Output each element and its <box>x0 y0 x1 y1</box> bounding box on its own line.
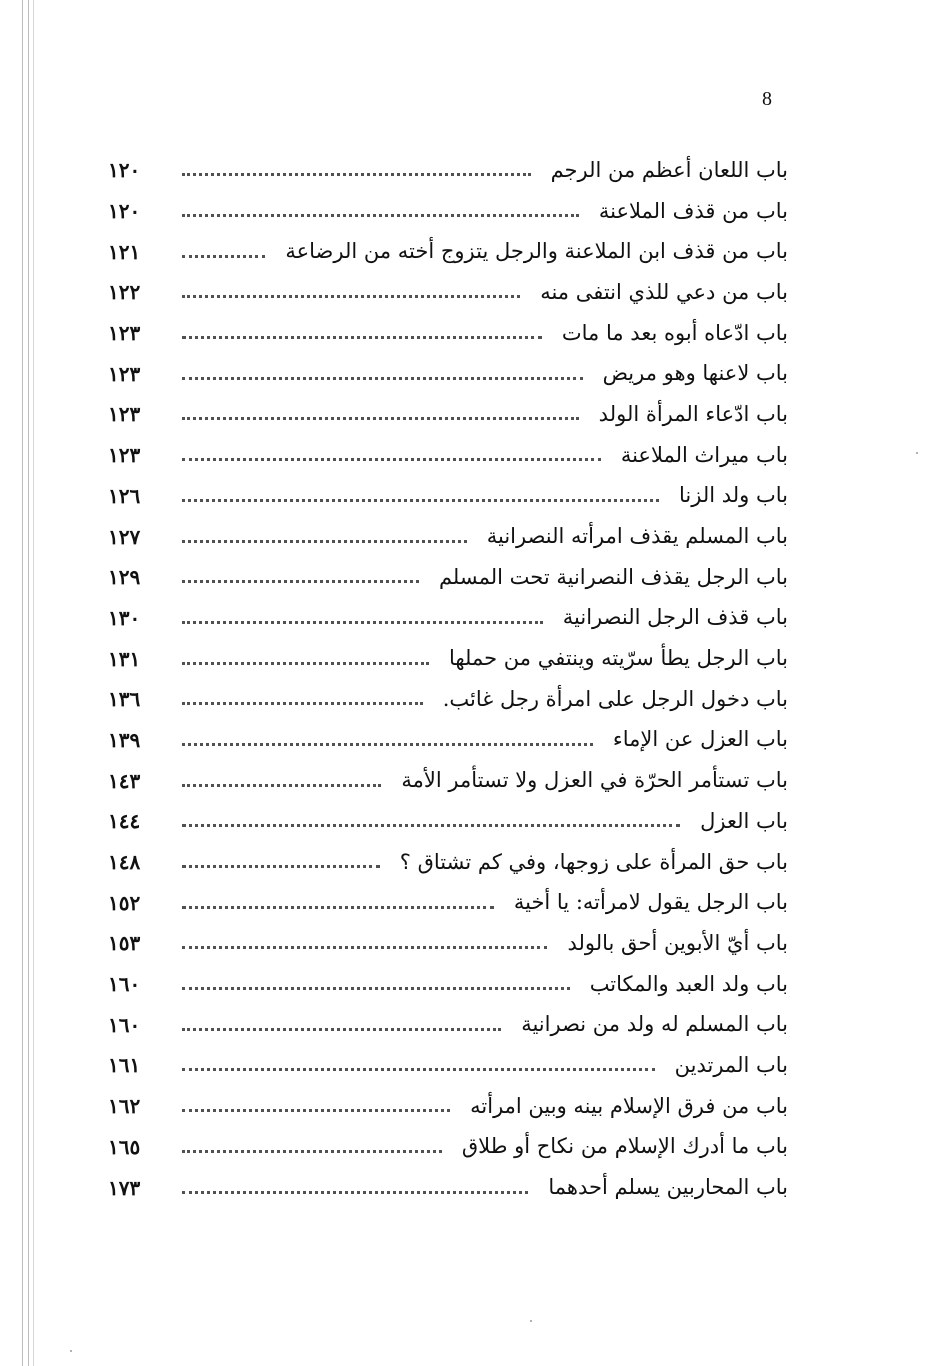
toc-entry-page: ١٤٨ <box>108 850 141 875</box>
toc-entry-title: باب لاعنها وهو مريض <box>602 361 788 386</box>
dot-leader <box>182 1067 655 1071</box>
toc-entry <box>108 964 788 1005</box>
dot-leader <box>182 254 265 258</box>
toc-entry <box>108 272 788 313</box>
dot-leader <box>182 498 659 502</box>
dot-leader <box>182 294 520 298</box>
toc-entry-title: باب قذف الرجل النصرانية <box>562 605 788 630</box>
dot-leader <box>182 986 570 990</box>
toc-entry-title: باب ادّعاه أبوه بعد ما مات <box>561 320 788 345</box>
toc-entry-title: باب أيّ الأبوين أحق بالولد <box>567 930 788 955</box>
page-number: 8 <box>762 88 772 110</box>
dot-leader <box>182 579 419 583</box>
dot-leader <box>182 213 579 217</box>
dot-leader <box>182 539 467 543</box>
toc-entry-page: ١٢٣ <box>108 443 141 468</box>
toc-entry-title: باب ولد العبد والمكاتب <box>589 971 788 996</box>
toc-entry <box>108 842 788 883</box>
dot-leader <box>182 905 494 909</box>
toc-entry-title: باب من قذف الملاعنة <box>598 198 788 223</box>
toc-entry-page: ١٣٦ <box>108 687 141 712</box>
toc-entry <box>108 516 788 557</box>
toc-entry-title: باب الرجل يقول لامرأته: يا أخية <box>513 890 788 915</box>
toc-entry <box>108 1167 788 1208</box>
toc-entry-page: ١٣٠ <box>108 605 141 630</box>
toc-entry-page: ١٢٧ <box>108 524 141 549</box>
toc-entry-title: باب العزل <box>700 808 788 833</box>
dot-leader <box>182 335 542 339</box>
dot-leader <box>182 783 381 787</box>
dot-leader <box>182 945 547 949</box>
toc-entry-title: باب من قذف ابن الملاعنة والرجل يتزوج أخته من الرضاعة <box>285 239 788 264</box>
dot-leader <box>182 620 543 624</box>
toc-entry <box>108 353 788 394</box>
toc-entry <box>108 557 788 598</box>
toc-entry <box>108 760 788 801</box>
toc-entry-page: ١٦٥ <box>108 1134 141 1159</box>
toc-entry <box>108 313 788 354</box>
toc-entry-page: ١٢٠ <box>108 199 141 224</box>
scan-speck <box>530 1320 532 1322</box>
toc-entry-title: باب المرتدين <box>674 1052 788 1077</box>
dot-leader <box>182 457 601 461</box>
toc-entry-title: باب الرجل يطأ سرّيته وينتفي من حملها <box>448 646 788 671</box>
toc-entry-title: باب الرجل يقذف النصرانية تحت المسلم <box>438 564 788 589</box>
dot-leader <box>182 661 429 665</box>
toc-entry-page: ١٣١ <box>108 646 141 671</box>
toc-entry-page: ١٦١ <box>108 1053 141 1078</box>
toc-entry-page: ١٢٦ <box>108 483 141 508</box>
dot-leader <box>182 742 593 746</box>
dot-leader <box>182 823 680 827</box>
toc-entry-page: ١٦٠ <box>108 972 141 997</box>
toc-entry <box>108 598 788 639</box>
toc-entry-page: ١٢٢ <box>108 280 141 305</box>
toc-entry-title: باب حق المرأة على زوجها، وفي كم تشتاق ؟ <box>399 849 788 874</box>
toc-entry <box>108 394 788 435</box>
toc-entry <box>108 231 788 272</box>
dot-leader <box>182 1027 501 1031</box>
toc-entry <box>108 882 788 923</box>
toc-entry-title: باب العزل عن الإماء <box>612 727 788 752</box>
toc-entry-page: ١٢٣ <box>108 361 141 386</box>
toc-entry-page: ١٣٩ <box>108 727 141 752</box>
dot-leader <box>182 1108 450 1112</box>
scan-speck <box>70 1350 72 1352</box>
toc-entry-page: ١٥٣ <box>108 931 141 956</box>
toc-entry <box>108 1004 788 1045</box>
toc-entry-page: ١٢٣ <box>108 402 141 427</box>
dot-leader <box>182 1149 442 1153</box>
dot-leader <box>182 701 423 705</box>
toc-entry <box>108 1086 788 1127</box>
toc-entry-title: باب اللعان أعظم من الرجم <box>550 157 788 182</box>
toc-entry-title: باب ما أدرك الإسلام من نكاح أو طلاق <box>461 1134 788 1159</box>
toc-entry <box>108 435 788 476</box>
toc-entry-page: ١٢١ <box>108 239 141 264</box>
toc-entry-title: باب ميراث الملاعنة <box>620 442 788 467</box>
scan-edge-line <box>22 0 23 1366</box>
dot-leader <box>182 376 583 380</box>
toc-entry <box>108 150 788 191</box>
toc-entry-page: ١٧٣ <box>108 1175 141 1200</box>
toc-entry-title: باب من دعي للذي انتفى منه <box>540 279 788 304</box>
toc-entry <box>108 638 788 679</box>
toc-entry-page: ١٢٩ <box>108 565 141 590</box>
toc-entry-title: باب ولد الزنا <box>679 483 788 508</box>
toc-entry-page: ١٤٣ <box>108 768 141 793</box>
toc-entry <box>108 923 788 964</box>
toc-entry-page: ١٢٠ <box>108 158 141 183</box>
toc-entry <box>108 1045 788 1086</box>
toc-entry <box>108 1127 788 1168</box>
toc-entry-title: باب المسلم له ولد من نصرانية <box>521 1012 788 1037</box>
toc-entry-title: باب المحاربين يسلم أحدهما <box>548 1175 788 1200</box>
toc-entry <box>108 801 788 842</box>
scan-speck <box>916 452 918 454</box>
toc-entry-title: باب تستأمر الحرّة في العزل ولا تستأمر الأمة <box>401 768 788 793</box>
toc-entry-title: باب ادّعاء المرأة الولد <box>598 401 788 426</box>
toc-entry-title: باب من فرق الإسلام بينه وبين امرأته <box>470 1093 788 1118</box>
toc-entry-page: ١٢٣ <box>108 321 141 346</box>
toc-entry <box>108 191 788 232</box>
toc-entry-page: ١٦٢ <box>108 1094 141 1119</box>
dot-leader <box>182 416 579 420</box>
toc-entry-title: باب المسلم يقذف امرأته النصرانية <box>486 524 788 549</box>
toc-entry-page: ١٥٢ <box>108 890 141 915</box>
toc-entry <box>108 476 788 517</box>
toc-entry <box>108 720 788 761</box>
table-of-contents <box>108 150 788 1208</box>
toc-entry-title: باب دخول الرجل على امرأة رجل غائب. <box>442 686 788 711</box>
dot-leader <box>182 864 380 868</box>
toc-entry-page: ١٤٤ <box>108 809 141 834</box>
scan-edge-line <box>33 0 34 1366</box>
scan-edge-line <box>28 0 29 1366</box>
toc-entry <box>108 679 788 720</box>
dot-leader <box>182 1190 528 1194</box>
dot-leader <box>182 172 531 176</box>
toc-entry-page: ١٦٠ <box>108 1012 141 1037</box>
